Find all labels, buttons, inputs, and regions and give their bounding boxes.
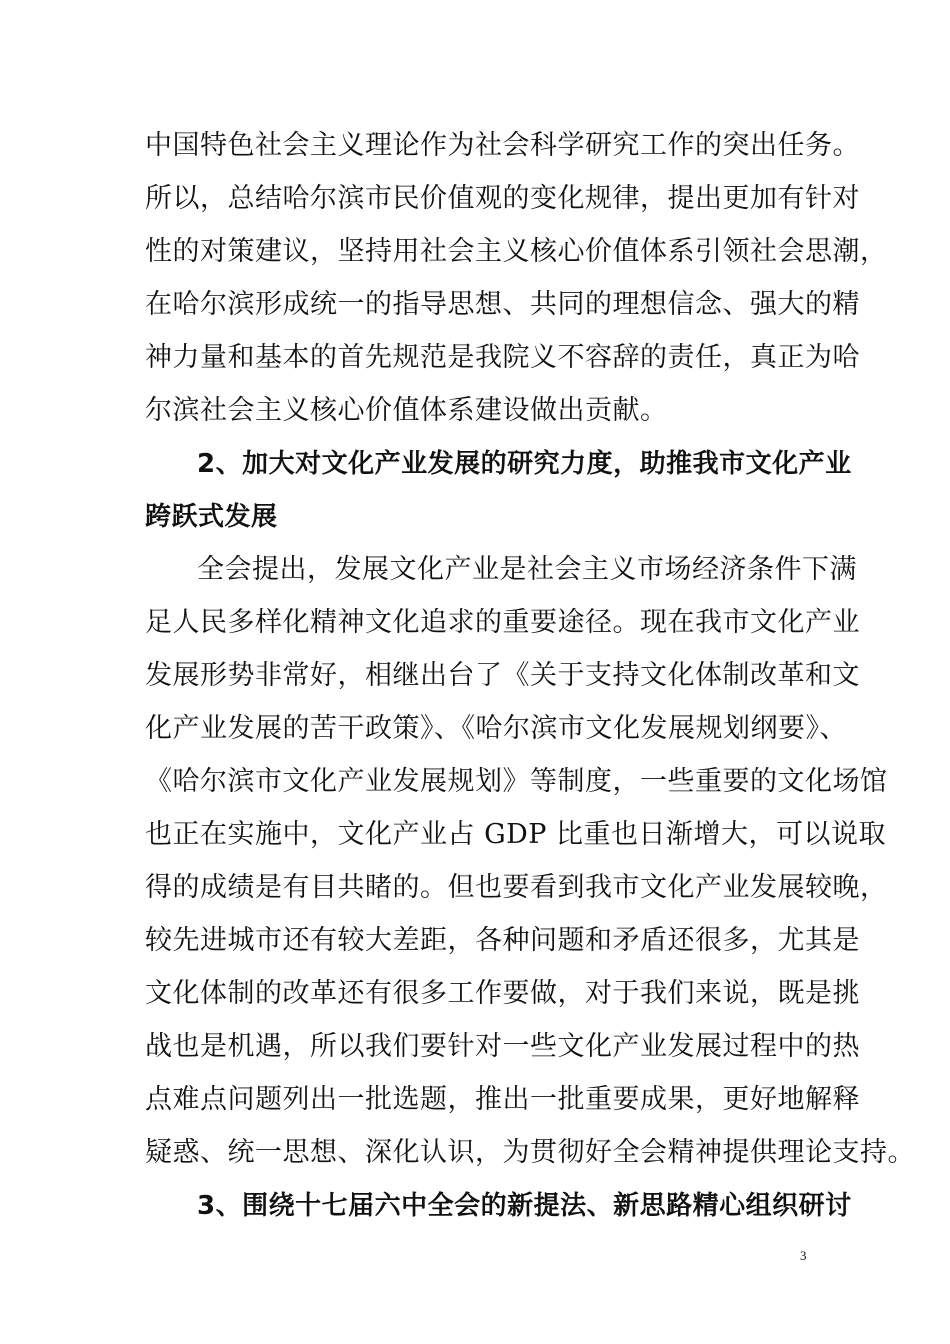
paragraph-line: 化产业发展的苦干政策》、《哈尔滨市文化发展规划纲要》、 [145,713,847,744]
paragraph-line: 足人民多样化精神文化追求的重要途径。现在我市文化产业 [145,607,860,638]
paragraph-line: 也正在实施中，文化产业占 GDP 比重也日渐增大，可以说取 [145,819,887,850]
paragraph-line: 疑惑、统一思想、深化认识，为贯彻好全会精神提供理论支持。 [145,1137,915,1168]
paragraph-line: 所以，总结哈尔滨市民价值观的变化规律，提出更加有针对 [145,183,860,214]
paragraph-line: 战也是机遇，所以我们要针对一些文化产业发展过程中的热 [145,1031,860,1062]
paragraph-line: 点难点问题列出一批选题，推出一批重要成果，更好地解释 [145,1084,860,1115]
paragraph-line: 全会提出，发展文化产业是社会主义市场经济条件下满 [197,554,857,585]
paragraph-line: 尔滨社会主义核心价值体系建设做出贡献。 [145,395,668,426]
paragraph-line: 较先进城市还有较大差距，各种问题和矛盾还很多，尤其是 [145,925,860,956]
paragraph-line: 在哈尔滨形成统一的指导思想、共同的理想信念、强大的精 [145,289,860,320]
page-number: 3 [800,1248,807,1263]
section-heading: 跨跃式发展 [145,502,278,532]
paragraph-line: 得的成绩是有目共睹的。但也要看到我市文化产业发展较晚， [145,872,888,903]
paragraph-line: 《哈尔滨市文化产业发展规划》等制度，一些重要的文化场馆 [145,766,888,797]
section-heading: 3、围绕十七届六中全会的新提法、新思路精心组织研讨 [197,1191,852,1221]
paragraph-line: 发展形势非常好，相继出台了《关于支持文化体制改革和文 [145,660,860,691]
paragraph-line: 文化体制的改革还有很多工作要做，对于我们来说，既是挑 [145,978,860,1009]
paragraph-line: 神力量和基本的首先规范是我院义不容辞的责任，真正为哈 [145,342,860,373]
paragraph-line: 中国特色社会主义理论作为社会科学研究工作的突出任务。 [145,130,860,161]
paragraph-line: 性的对策建议，坚持用社会主义核心价值体系引领社会思潮， [145,236,888,267]
section-heading: 2、加大对文化产业发展的研究力度，助推我市文化产业 [197,449,852,479]
